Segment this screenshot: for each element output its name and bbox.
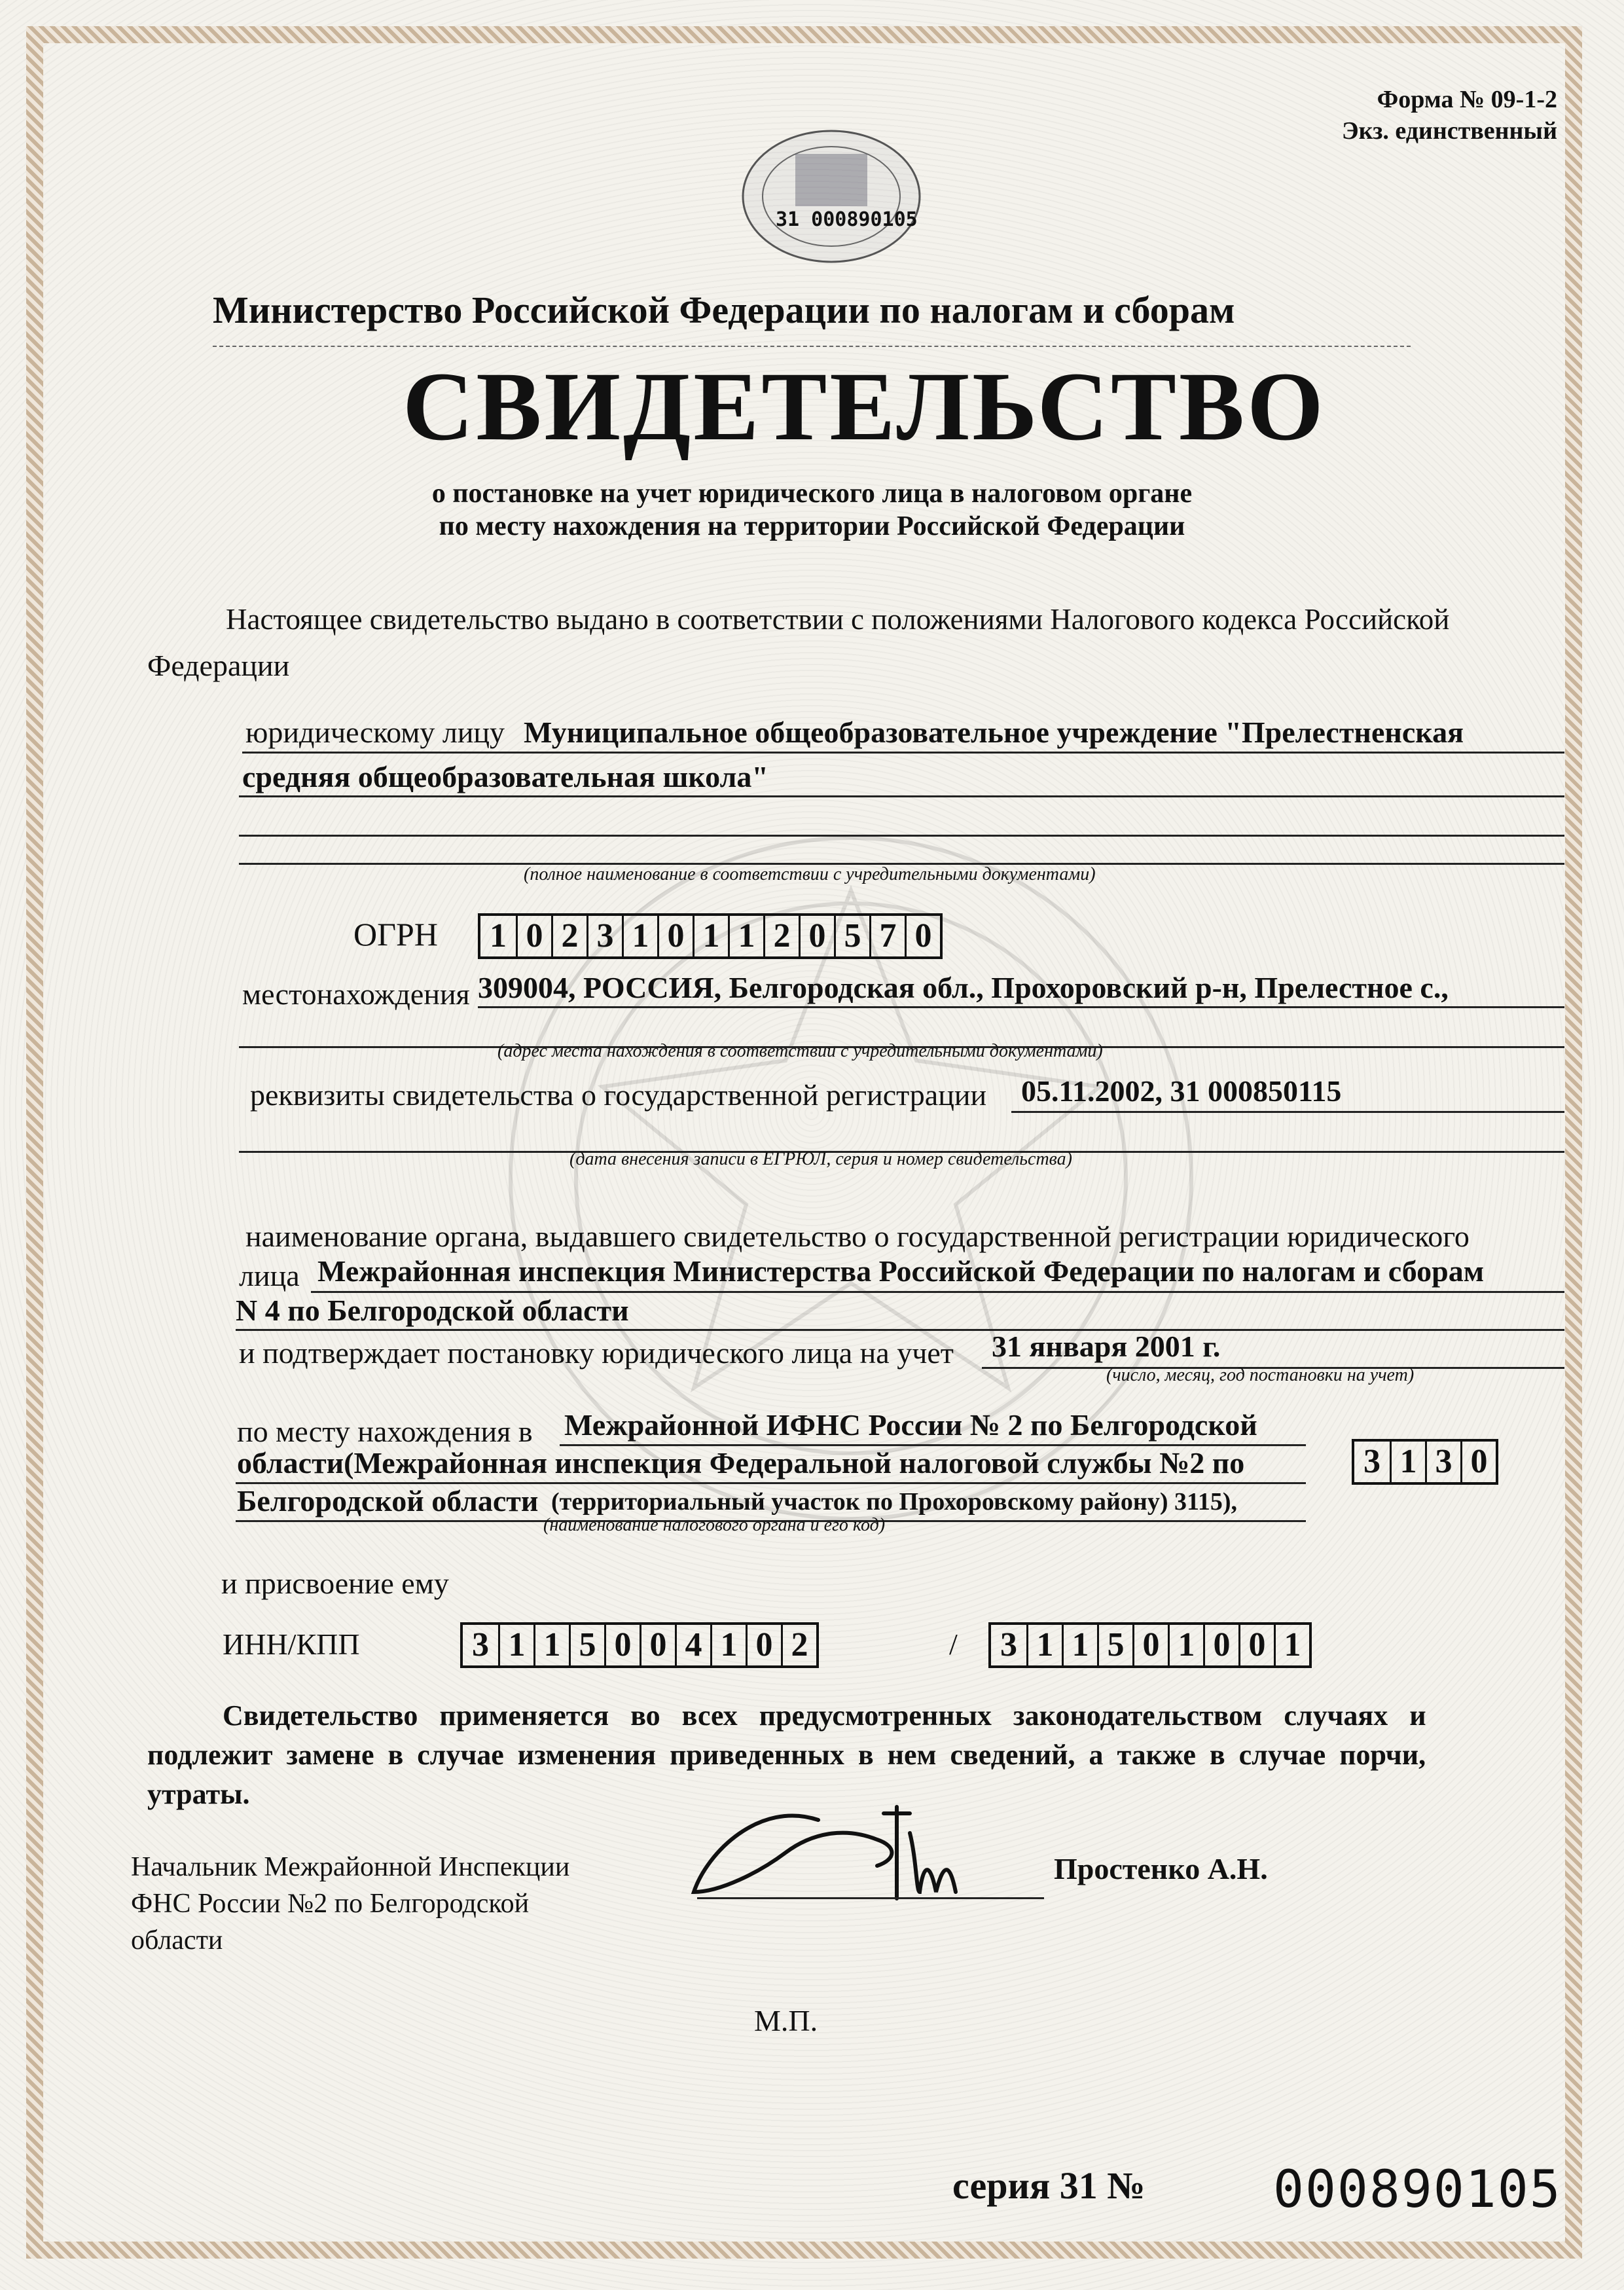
entity-label: юридическому лицу bbox=[245, 716, 505, 749]
inn-digit: 4 bbox=[675, 1625, 710, 1665]
ogrn-digit: 2 bbox=[551, 916, 586, 956]
intro-line-2: Федерации bbox=[147, 649, 290, 682]
inn-digit: 2 bbox=[781, 1625, 816, 1665]
ogrn-digit: 0 bbox=[657, 916, 693, 956]
stamp-place-label: М.П. bbox=[754, 2004, 818, 2037]
signatory-title-line-2: ФНС России №2 по Белгородской bbox=[131, 1889, 530, 1919]
location-caption: (адрес места нахождения в соответствии с учредительными документами) bbox=[497, 1041, 1103, 1061]
ogrn-digit: 0 bbox=[905, 916, 940, 956]
ogrn-digit: 1 bbox=[490, 917, 507, 954]
signature-line bbox=[697, 1897, 1044, 1899]
ogrn-digit: 2 bbox=[763, 916, 799, 956]
seal-number: 31 000890105 bbox=[776, 208, 918, 231]
ogrn-digit: 7 bbox=[869, 916, 905, 956]
taxorgan-caption: (наименование налогового органа и его код) bbox=[543, 1515, 886, 1535]
registration-caption: (дата внесения записи в ЕГРЮЛ, серия и номер свидетельства) bbox=[569, 1149, 1072, 1169]
ogrn-digit: 1 bbox=[728, 916, 763, 956]
entity-line-3 bbox=[239, 835, 1564, 837]
registration-line-1 bbox=[1011, 1111, 1564, 1113]
inn-digit: 3 bbox=[472, 1626, 489, 1663]
inn-digit: 1 bbox=[533, 1625, 569, 1665]
assign-label: и присвоение ему bbox=[221, 1567, 449, 1600]
entity-caption: (полное наименование в соответствии с учредительными документами) bbox=[524, 864, 1096, 884]
taxorgan-code-digit: 3 bbox=[1363, 1443, 1380, 1480]
taxorgan-value-line-3b: (территориальный участок по Прохоровскому району) 3115), bbox=[551, 1488, 1238, 1516]
kpp-digit: 1 bbox=[1062, 1625, 1097, 1665]
ogrn-digit: 3 bbox=[586, 916, 622, 956]
inn-digit-boxes bbox=[460, 1622, 819, 1668]
ogrn-digit-boxes bbox=[478, 913, 943, 959]
form-number: Форма № 09-1-2 bbox=[1377, 86, 1557, 113]
inn-kpp-separator: / bbox=[949, 1627, 958, 1661]
ogrn-digit: 5 bbox=[834, 916, 869, 956]
confirm-label: и подтверждает постановку юридического лица на учет bbox=[239, 1336, 954, 1370]
kpp-digit: 0 bbox=[1203, 1625, 1238, 1665]
ministry-underline bbox=[213, 346, 1411, 347]
notice-line-1: Свидетельство применяется во всех предусмотренных законодательством случаях и bbox=[223, 1699, 1426, 1732]
notice-line-3: утраты. bbox=[147, 1778, 250, 1810]
subtitle-line-1: о постановке на учет юридического лица в налоговом органе bbox=[431, 479, 1193, 509]
kpp-digit: 1 bbox=[1274, 1625, 1309, 1665]
entity-name-line-1: Муниципальное общеобразовательное учреждение "Прелестненская bbox=[524, 716, 1464, 749]
kpp-digit: 1 bbox=[1026, 1625, 1062, 1665]
taxorgan-code-digit: 0 bbox=[1460, 1442, 1496, 1482]
kpp-digit: 1 bbox=[1168, 1625, 1203, 1665]
entity-line-1 bbox=[242, 752, 1564, 754]
confirm-value: 31 января 2001 г. bbox=[992, 1330, 1221, 1363]
ministry-name: Министерство Российской Федерации по налогам и сборам bbox=[213, 289, 1235, 331]
ogrn-digit: 1 bbox=[622, 916, 657, 956]
registration-value: 05.11.2002, 31 000850115 bbox=[1021, 1074, 1342, 1108]
series-label: серия 31 № bbox=[952, 2164, 1146, 2207]
issuer-value-line-2: N 4 по Белгородской области bbox=[236, 1294, 629, 1327]
inn-digit: 1 bbox=[710, 1625, 746, 1665]
issuer-line-2 bbox=[236, 1329, 1564, 1331]
series-number: 000890105 bbox=[1273, 2160, 1562, 2219]
entity-line-2 bbox=[239, 795, 1564, 797]
inn-digit: 0 bbox=[604, 1625, 640, 1665]
location-line-1 bbox=[478, 1006, 1564, 1008]
page-title: СВИДЕТЕЛЬСТВО bbox=[403, 352, 1326, 461]
kpp-digit: 5 bbox=[1097, 1625, 1132, 1665]
taxorgan-code-boxes bbox=[1352, 1439, 1498, 1485]
signatory-name: Простенко А.Н. bbox=[1054, 1852, 1268, 1885]
subtitle-line-2: по месту нахождения на территории Российской Федерации bbox=[439, 511, 1185, 541]
ogrn-digit: 1 bbox=[693, 916, 728, 956]
notice-line-2: подлежит замене в случае изменения приведенных в нем сведений, а также в случае порчи, bbox=[147, 1739, 1426, 1771]
issuer-value-line-1: Межрайонная инспекция Министерства Российской Федерации по налогам и сборам bbox=[317, 1254, 1485, 1288]
official-seal-icon bbox=[733, 124, 929, 282]
ogrn-digit: 0 bbox=[799, 916, 834, 956]
inn-digit: 0 bbox=[746, 1625, 781, 1665]
intro-line-1: Настоящее свидетельство выдано в соответствии с положениями Налогового кодекса Российской bbox=[226, 603, 1450, 636]
taxorgan-value-line-3a: Белгородской области bbox=[237, 1484, 539, 1518]
taxorgan-value-line-2: области(Межрайонная инспекция Федеральной налоговой службы №2 по bbox=[237, 1446, 1245, 1480]
signatory-title-line-3: области bbox=[131, 1925, 223, 1955]
taxorgan-code-digit: 3 bbox=[1425, 1442, 1460, 1482]
issuer-label-line-1: наименование органа, выдавшего свидетельство о государственной регистрации юридического bbox=[245, 1220, 1470, 1253]
kpp-digit: 0 bbox=[1238, 1625, 1274, 1665]
inn-digit: 5 bbox=[569, 1625, 604, 1665]
registration-label: реквизиты свидетельства о государственной регистрации bbox=[250, 1078, 987, 1112]
location-value: 309004, РОССИЯ, Белгородская обл., Прохоровский р-н, Прелестное с., bbox=[478, 971, 1449, 1004]
ogrn-digit: 0 bbox=[516, 916, 551, 956]
taxorgan-value-line-1: Межрайонной ИФНС России № 2 по Белгородской bbox=[564, 1408, 1257, 1442]
taxorgan-code-digit: 1 bbox=[1390, 1442, 1425, 1482]
inn-digit: 0 bbox=[640, 1625, 675, 1665]
entity-name-line-2: средняя общеобразовательная школа" bbox=[242, 760, 768, 793]
location-label: местонахождения bbox=[242, 977, 470, 1011]
kpp-digit: 0 bbox=[1132, 1625, 1168, 1665]
handwritten-signature-icon bbox=[681, 1794, 1047, 1925]
kpp-digit-boxes bbox=[988, 1622, 1312, 1668]
taxorgan-label: по месту нахождения в bbox=[237, 1415, 533, 1448]
kpp-digit: 3 bbox=[1000, 1626, 1017, 1663]
inn-digit: 1 bbox=[498, 1625, 533, 1665]
confirm-caption: (число, месяц, год постановки на учет) bbox=[1106, 1365, 1415, 1385]
inn-kpp-label: ИНН/КПП bbox=[223, 1627, 360, 1661]
copy-note: Экз. единственный bbox=[1341, 117, 1557, 145]
signatory-title-line-1: Начальник Межрайонной Инспекции bbox=[131, 1852, 570, 1882]
ogrn-label: ОГРН bbox=[353, 916, 438, 953]
issuer-label-line-2: лица bbox=[239, 1259, 300, 1292]
